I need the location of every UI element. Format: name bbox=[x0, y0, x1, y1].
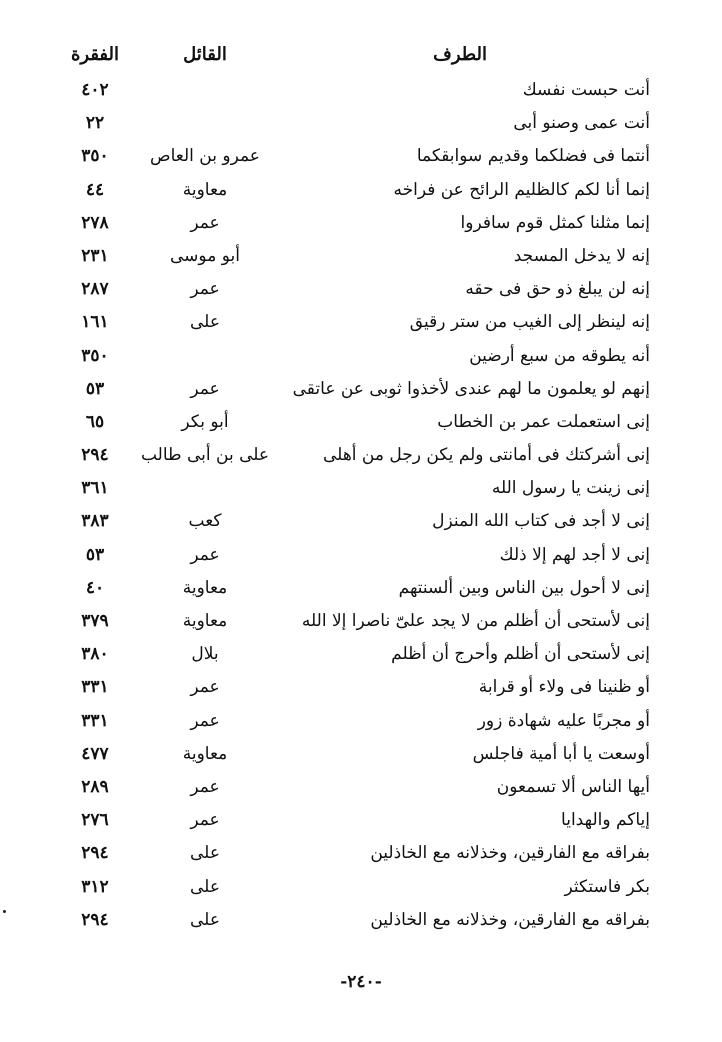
table-row bbox=[0, 837, 722, 870]
row-speaker: عمر bbox=[190, 544, 220, 565]
row-speaker: بلال bbox=[191, 644, 219, 665]
table-row bbox=[0, 738, 722, 771]
header-speaker: القائل bbox=[183, 44, 227, 65]
row-paragraph: ٦٥ bbox=[85, 411, 105, 432]
table-row bbox=[0, 472, 722, 505]
row-paragraph: ٢٧٨ bbox=[81, 212, 109, 233]
row-paragraph: ٢٩٤ bbox=[81, 843, 109, 864]
row-phrase: إنه لينظر إلى الغيب من ستر رقيق bbox=[409, 312, 650, 333]
row-phrase: إنى لأستحى أن أظلم من لا يجد علىّ ناصرا إلا الله bbox=[301, 611, 650, 631]
table-row bbox=[0, 340, 722, 373]
row-phrase: إنى لا أجد لهم إلا ذلك bbox=[499, 544, 650, 565]
row-phrase: إنما مثلنا كمثل قوم سافروا bbox=[460, 212, 650, 233]
row-phrase: إياكم والهدايا bbox=[561, 810, 650, 831]
margin-dot bbox=[3, 910, 6, 913]
row-paragraph: ٣٥٠ bbox=[81, 345, 109, 366]
row-speaker: أبو بكر bbox=[181, 411, 229, 432]
row-speaker: على bbox=[190, 876, 220, 897]
row-speaker: عمر bbox=[190, 677, 220, 698]
row-speaker: على bbox=[190, 843, 220, 864]
table-row bbox=[0, 373, 722, 406]
row-paragraph: ٢٧٦ bbox=[81, 810, 109, 831]
row-paragraph: ٣٨٠ bbox=[81, 644, 109, 665]
row-speaker: على بن أبى طالب bbox=[140, 445, 270, 466]
table-row bbox=[0, 638, 722, 671]
row-paragraph: ٤٠٢ bbox=[81, 80, 109, 100]
header-phrase-label: الطرف bbox=[433, 44, 487, 65]
row-speaker: عمر bbox=[190, 810, 220, 831]
row-phrase: بفراقه مع الفارقين، وخذلانه مع الخاذلين bbox=[370, 909, 650, 930]
row-phrase: أنه يطوقه من سبع أرضين bbox=[469, 345, 650, 366]
row-paragraph: ٣١٢ bbox=[81, 876, 109, 897]
row-paragraph: ٤٤ bbox=[85, 179, 105, 200]
header-phrase bbox=[287, 44, 487, 65]
row-speaker: على bbox=[190, 909, 220, 930]
table-row bbox=[0, 539, 722, 572]
table-row bbox=[0, 207, 722, 240]
row-paragraph: ٢٩٤ bbox=[81, 909, 109, 930]
row-phrase: أنت عمى وصنو أبى bbox=[513, 113, 650, 134]
row-phrase: بفراقه مع الفارقين، وخذلانه مع الخاذلين bbox=[370, 843, 650, 864]
row-phrase: إنى لأستحى أن أظلم وأحرج أن أظلم bbox=[391, 644, 650, 665]
table-row bbox=[0, 439, 722, 472]
row-speaker: معاوية bbox=[182, 743, 228, 764]
row-phrase: أنتما فى فضلكما وقديم سوابقكما bbox=[416, 146, 650, 167]
table-row bbox=[0, 273, 722, 306]
table-row bbox=[0, 605, 722, 638]
row-speaker: عمر bbox=[190, 378, 220, 399]
row-speaker: عمر bbox=[190, 710, 220, 731]
row-speaker: كعب bbox=[188, 511, 222, 532]
row-phrase: إنى زينت يا رسول الله bbox=[491, 478, 650, 499]
row-paragraph: ٣٥٠ bbox=[81, 146, 109, 167]
row-paragraph: ٢٢ bbox=[85, 113, 105, 134]
row-paragraph: ٣٧٩ bbox=[81, 611, 109, 631]
header-paragraph: الفقرة bbox=[70, 44, 120, 65]
table-row bbox=[0, 74, 722, 107]
row-paragraph: ٤٧٧ bbox=[81, 743, 109, 764]
table-row bbox=[0, 671, 722, 704]
row-speaker: عمرو بن العاص bbox=[150, 146, 260, 167]
table-row bbox=[0, 871, 722, 904]
row-paragraph: ٢٨٩ bbox=[81, 776, 109, 797]
row-speaker: معاوية bbox=[182, 179, 228, 200]
row-phrase: أوسعت يا أبا أمية فاجلس bbox=[472, 743, 650, 764]
table-row bbox=[0, 107, 722, 140]
row-speaker: عمر bbox=[190, 279, 220, 300]
row-speaker: معاوية bbox=[182, 611, 228, 631]
table-row bbox=[0, 804, 722, 837]
row-phrase: أو ظنينا فى ولاء أو قرابة bbox=[478, 677, 650, 698]
row-phrase: إنه لن يبلغ ذو حق فى حقه bbox=[465, 279, 650, 300]
row-phrase: إنى استعملت عمر بن الخطاب bbox=[437, 411, 650, 432]
table-row bbox=[0, 240, 722, 273]
table-row bbox=[0, 306, 722, 339]
row-phrase: أنت حبست نفسك bbox=[522, 80, 650, 100]
row-paragraph: ٥٣ bbox=[85, 544, 105, 565]
table-row bbox=[0, 406, 722, 439]
row-paragraph: ٥٣ bbox=[85, 378, 105, 399]
row-paragraph: ٣٦١ bbox=[81, 478, 109, 499]
row-paragraph: ٣٨٣ bbox=[81, 511, 109, 532]
index-table bbox=[0, 74, 722, 937]
row-phrase: إنى أشركتك فى أمانتى ولم يكن رجل من أهلى bbox=[323, 445, 650, 466]
row-phrase: بكر فاستكثر bbox=[564, 876, 650, 897]
table-row bbox=[0, 174, 722, 207]
row-paragraph: ٢٨٧ bbox=[81, 279, 109, 300]
row-phrase: إنما أنا لكم كالظليم الرائح عن فراخه bbox=[393, 179, 650, 200]
row-phrase: إنهم لو يعلمون ما لهم عندى لأخذوا ثوبى عن عاتقى bbox=[292, 378, 650, 399]
row-phrase: أو مجربًا عليه شهادة زور bbox=[477, 710, 650, 731]
row-speaker: معاوية bbox=[182, 577, 228, 598]
row-paragraph: ١٦١ bbox=[81, 312, 109, 333]
row-speaker: عمر bbox=[190, 212, 220, 233]
row-speaker: على bbox=[190, 312, 220, 333]
row-speaker: عمر bbox=[190, 776, 220, 797]
page-number: -٢٤٠- bbox=[340, 972, 382, 992]
table-row bbox=[0, 771, 722, 804]
table-row bbox=[0, 904, 722, 937]
table-row bbox=[0, 505, 722, 538]
row-phrase: إنى لا أجد فى كتاب الله المنزل bbox=[432, 511, 650, 532]
row-paragraph: ٤٠ bbox=[85, 577, 105, 598]
table-row bbox=[0, 140, 722, 173]
row-paragraph: ٣٣١ bbox=[81, 710, 109, 731]
table-header bbox=[0, 44, 722, 74]
row-phrase: إنى لا أحول بين الناس وبين ألسنتهم bbox=[398, 577, 650, 598]
row-paragraph: ٢٩٤ bbox=[81, 445, 109, 466]
row-speaker: أبو موسى bbox=[170, 245, 240, 266]
table-row bbox=[0, 572, 722, 605]
row-phrase: أيها الناس ألا تسمعون bbox=[496, 776, 650, 797]
table-row bbox=[0, 705, 722, 738]
row-paragraph: ٢٣١ bbox=[81, 245, 109, 266]
row-paragraph: ٣٣١ bbox=[81, 677, 109, 698]
row-phrase: إنه لا يدخل المسجد bbox=[513, 245, 650, 266]
